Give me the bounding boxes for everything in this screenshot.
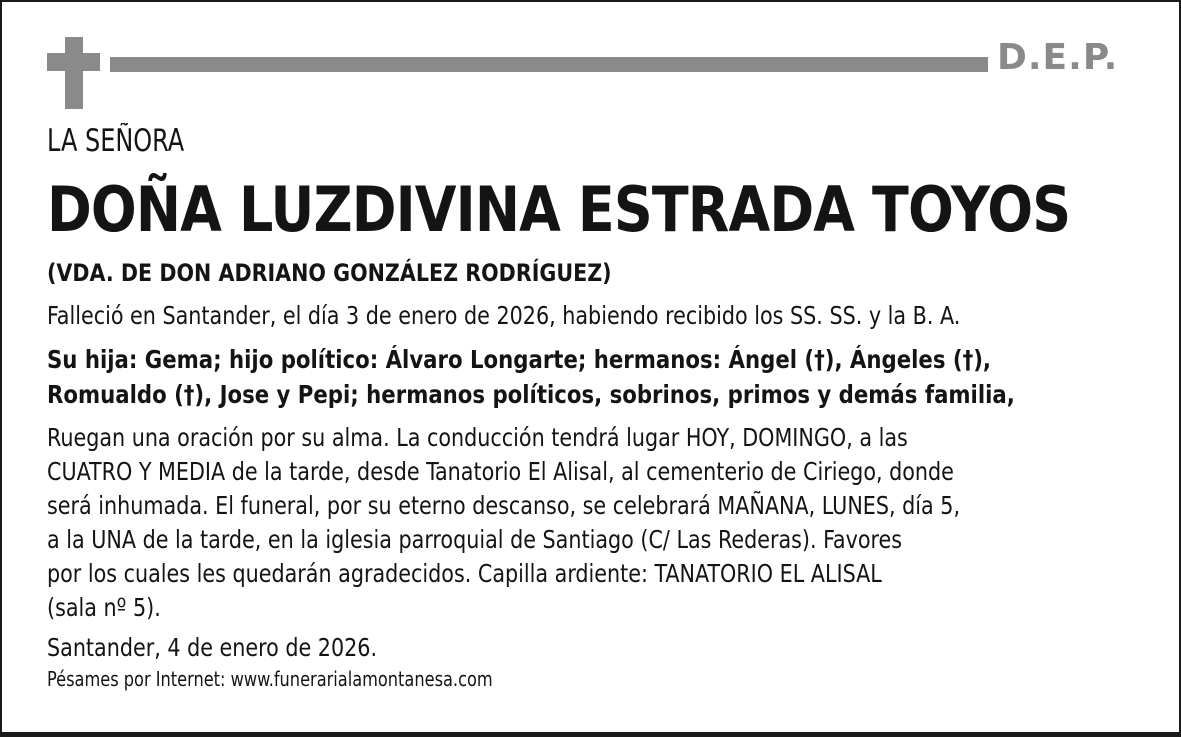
death-line: Falleció en Santander, el día 3 de enero de 2026, habiendo recibido los SS. SS. y la B. A. bbox=[47, 301, 961, 330]
header-rule bbox=[110, 57, 988, 72]
funeral-line-6: (sala nº 5). bbox=[47, 593, 161, 622]
family-line-2: Romualdo (†), Jose y Pepi; hermanos políticos, sobrinos, primos y demás familia, bbox=[47, 380, 1015, 409]
funeral-line-4: a la UNA de la tarde, en la iglesia parroquial de Santiago (C/ Las Rederas). Favores bbox=[47, 525, 903, 554]
cross-icon-vertical-bar bbox=[65, 37, 83, 109]
family-line-1: Su hija: Gema; hijo político: Álvaro Longarte; hermanos: Ángel (†), Ángeles (†), bbox=[47, 345, 992, 374]
funeral-line-3: será inhumada. El funeral, por su eterno descanso, se celebrará MAÑANA, LUNES, día 5, bbox=[47, 491, 961, 520]
condolences-web: Pésames por Internet: www.funerarialamontanesa.com bbox=[47, 667, 493, 691]
deceased-name: DOÑA LUZDIVINA ESTRADA TOYOS bbox=[47, 173, 1071, 246]
cross-icon-horizontal-bar bbox=[47, 53, 100, 71]
funeral-line-1: Ruegan una oración por su alma. La conducción tendrá lugar HOY, DOMINGO, a las bbox=[47, 423, 908, 452]
funeral-line-5: por los cuales les quedarán agradecidos. Capilla ardiente: TANATORIO EL ALISAL bbox=[47, 559, 882, 588]
place-date: Santander, 4 de enero de 2026. bbox=[47, 633, 378, 662]
dep-label: D.E.P. bbox=[997, 37, 1119, 78]
funeral-line-2: CUATRO Y MEDIA de la tarde, desde Tanatorio El Alisal, al cementerio de Ciriego, donde bbox=[47, 457, 954, 486]
honorific: LA SEÑORA bbox=[47, 123, 185, 159]
widow-of: (VDA. DE DON ADRIANO GONZÁLEZ RODRÍGUEZ) bbox=[47, 259, 612, 287]
